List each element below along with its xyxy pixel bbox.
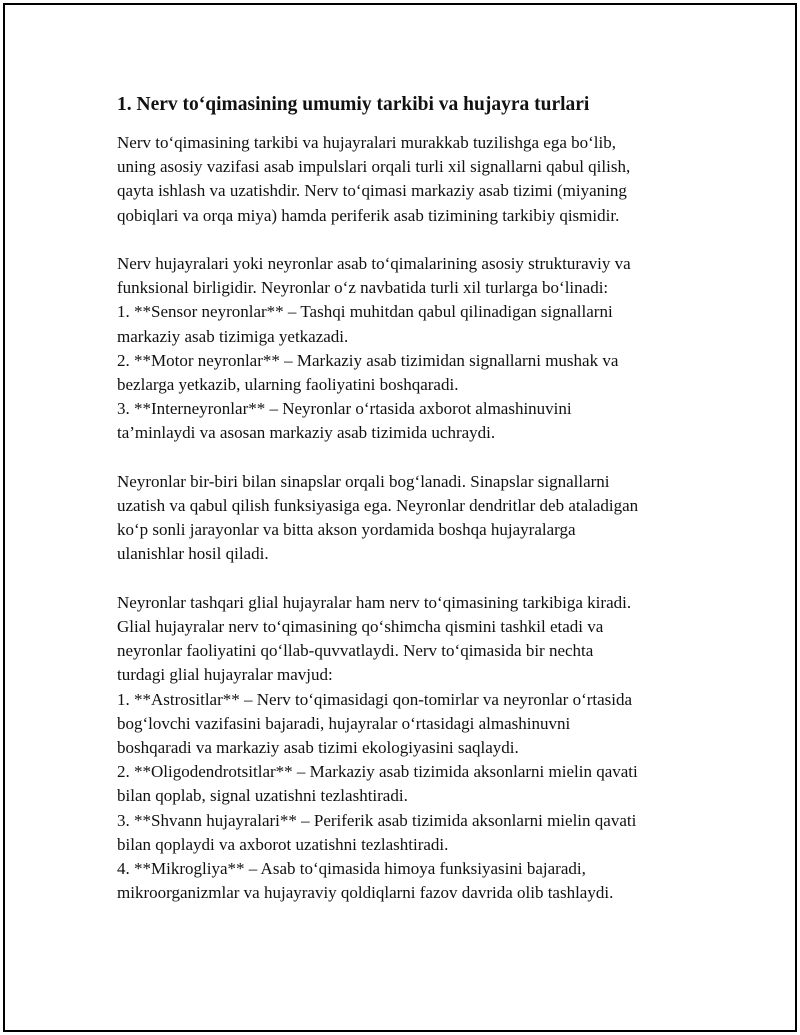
text-line: uzatish va qabul qilish funksiyasiga ega. Neyronlar dendritlar deb ataladigan xyxy=(117,496,639,516)
text-line: markaziy asab tizimiga yetkazadi. xyxy=(117,326,349,346)
text-line: ulanishlar hosil qiladi. xyxy=(117,544,269,564)
text-line: ko‘p sonli jarayonlar va bitta akson yordamida boshqa hujayralarga xyxy=(117,520,576,540)
text-line: bilan qoplaydi va axborot uzatishni tezlashtiradi. xyxy=(117,834,449,854)
text-line: Nerv hujayralari yoki neyronlar asab to‘qimalarining asosiy strukturaviy va xyxy=(117,254,631,273)
list-item: 2. **Oligodendrotsitlar** – Markaziy asab tizimida aksonlarni mielin qavati xyxy=(117,762,638,782)
list-item: 3. **Shvann hujayralari** – Periferik asab tizimida aksonlarni mielin qavati xyxy=(117,810,637,830)
list-item: 3. **Interneyronlar** – Neyronlar o‘rtasida axborot almashinuvini xyxy=(117,399,572,419)
paragraph-glial xyxy=(117,591,697,906)
section-heading: 1. Nerv to‘qimasining umumiy tarkibi va hujayra turlari xyxy=(117,94,590,115)
paragraph-neurons xyxy=(117,252,697,446)
text-line: Glial hujayralar nerv to‘qimasining qo‘shimcha qismini tashkil etadi va xyxy=(117,617,604,637)
list-item: 4. **Mikrogliya** – Asab to‘qimasida himoya funksiyasini bajaradi, xyxy=(117,859,586,879)
document-body xyxy=(117,92,697,930)
text-line: bog‘lovchi vazifasini bajaradi, hujayralar o‘rtasidagi almashinuvni xyxy=(117,713,571,733)
text-line: boshqaradi va markaziy asab tizimi ekologiyasini saqlaydi. xyxy=(117,738,519,758)
paragraph-intro xyxy=(117,131,697,228)
paragraph-synapses xyxy=(117,470,697,567)
text-line: Nerv to‘qimasining tarkibi va hujayralari murakkab tuzilishga ega bo‘lib, xyxy=(117,133,616,152)
text-line: mikroorganizmlar va hujayraviy qoldiqlarni fazov davrida olib tashlaydi. xyxy=(117,883,614,903)
text-line: qayta ishlash va uzatishdir. Nerv to‘qimasi markaziy asab tizimi (miyaning xyxy=(117,181,627,201)
text-line: bilan qoplab, signal uzatishni tezlashtiradi. xyxy=(117,786,408,806)
text-line: neyronlar faoliyatini qo‘llab-quvvatlaydi. Nerv to‘qimasida bir nechta xyxy=(117,641,594,661)
list-item: 2. **Motor neyronlar** – Markaziy asab tizimidan signallarni mushak va xyxy=(117,350,619,370)
text-line: qobiqlari va orqa miya) hamda periferik asab tizimining tarkibiy qismidir. xyxy=(117,205,620,225)
text-line: ta’minlaydi va asosan markaziy asab tizimida uchraydi. xyxy=(117,423,496,443)
text-line: uning asosiy vazifasi asab impulslari orqali turli xil signallarni qabul qilish, xyxy=(117,157,631,177)
text-line: Neyronlar tashqari glial hujayralar ham nerv to‘qimasining tarkibiga kiradi. xyxy=(117,592,632,612)
list-item: 1. **Astrositlar** – Nerv to‘qimasidagi qon-tomirlar va neyronlar o‘rtasida xyxy=(117,689,633,709)
text-line: Neyronlar bir-biri bilan sinapslar orqali bog‘lanadi. Sinapslar signallarni xyxy=(117,471,610,491)
text-line: funksional birligidir. Neyronlar o‘z navbatida turli xil turlarga bo‘linadi: xyxy=(117,278,609,298)
list-item: 1. **Sensor neyronlar** – Tashqi muhitdan qabul qilinadigan signallarni xyxy=(117,302,613,322)
text-line: turdagi glial hujayralar mavjud: xyxy=(117,665,333,685)
text-line: bezlarga yetkazib, ularning faoliyatini boshqaradi. xyxy=(117,375,459,395)
